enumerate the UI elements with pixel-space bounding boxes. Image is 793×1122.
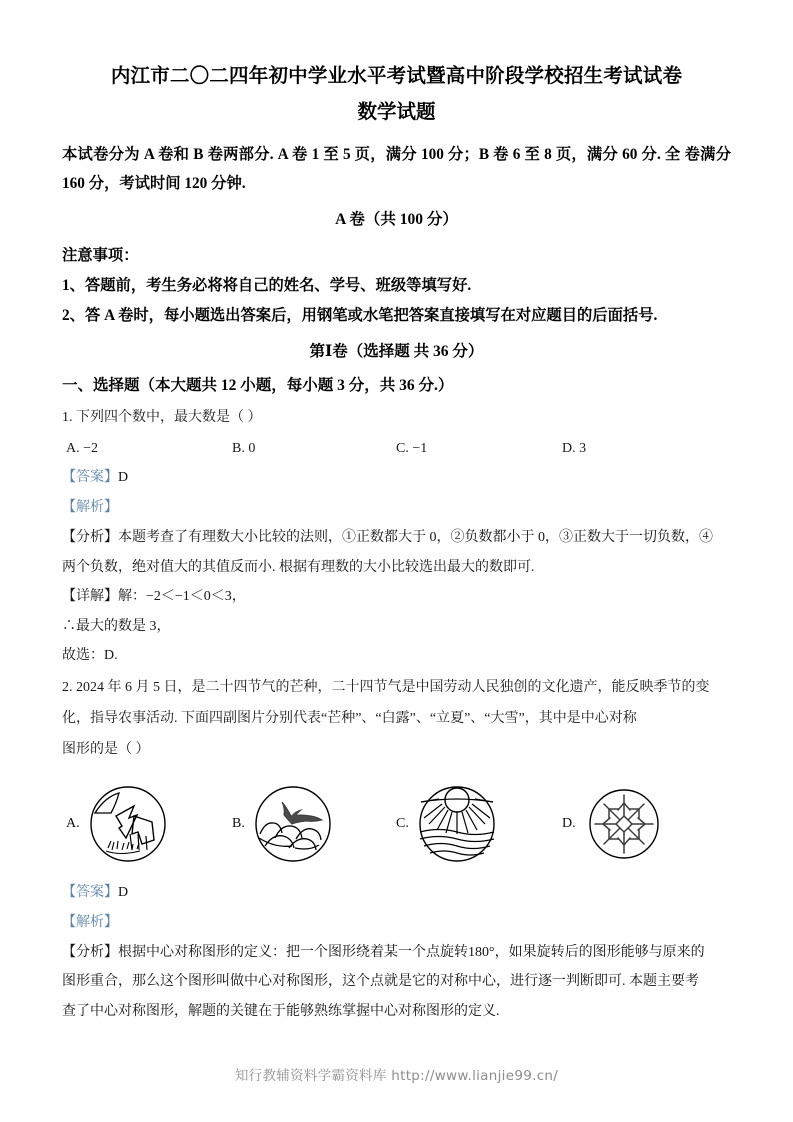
question-2-options [62,770,731,878]
answer-value: D [118,470,129,485]
question-1-explain-tag [62,493,731,523]
question-2-stem-line-1: 2. 2024 年 6 月 5 日，是二十四节气的芒种，二十四节气是中国劳动人民独创的文化遗产，能反映季节的变 [62,679,710,695]
answer-tag: 【答案】 [62,470,118,485]
daxue-snowflake-icon [582,782,666,866]
question-2-analysis-line-3: 查了中心对称图形，解题的关键在于能够熟练掌握中心对称图形的定义. [62,1003,500,1019]
option-b-label: B. [232,815,245,831]
volume-a-heading: A 卷（共 100 分） [335,211,458,228]
option-c-figure[interactable] [396,770,499,878]
footer-watermark: 知行教辅资料学霸资料库 http://www.lianjie99.cn/ [234,1068,559,1084]
question-block-2 [62,673,731,1027]
intro-paragraph [62,140,731,198]
question-1-analysis-line-1: 【分析】本题考查了有理数大小比较的法则，①正数都大于 0，②负数都小于 0，③正数大于一切负数，④ [62,530,713,545]
answer-value: D [118,884,129,900]
question-1-detail-line-2: ∴最大的数是 3， [62,618,171,634]
intro-line-2: 卷满分 160 分，考试时间 120 分钟. [62,146,731,192]
option-d[interactable] [562,434,586,463]
option-d-label: D. [562,815,576,831]
option-d-label: D. [562,441,576,456]
question-2-analysis-line-2: 图形重合，那么这个图形叫做中心对称图形，这个点就是它的对称中心，进行逐一判断即可. 本题主要考 [62,974,699,989]
option-c[interactable] [396,434,427,463]
option-d-value: 3 [579,441,587,456]
option-a-value: −2 [83,441,99,456]
option-a-label: A. [66,815,80,831]
question-2-explain-tag [62,908,731,938]
option-a-label: A. [66,441,80,456]
question-2-answer [62,878,731,908]
section-one-heading: 一、选择题（本大题共 12 小题，每小题 3 分，共 36 分.） [62,377,454,394]
question-1-analysis-line-2: 两个负数，绝对值大的其值反而小. 根据有理数的大小比较选出最大的数即可. [62,559,535,575]
question-2-stem-line-3: 图形的是（ ） [62,741,150,757]
question-1-stem: 1. 下列四个数中，最大数是（ ） [62,410,262,425]
explanation-tag: 【解析】 [62,914,118,930]
notes-label: 注意事项： [62,247,139,264]
option-a-figure[interactable] [66,770,170,878]
bailu-bird-clouds-icon [251,782,335,866]
question-1-detail-line-3: 故选：D. [62,648,118,663]
question-1-options [62,434,731,463]
option-b-figure[interactable] [232,770,335,878]
option-b[interactable] [232,434,255,463]
option-b-label: B. [232,441,245,456]
option-c-value: −1 [412,441,428,456]
explanation-tag: 【解析】 [62,500,118,515]
option-c-label: C. [396,815,409,831]
answer-tag: 【答案】 [62,884,118,900]
note-item-2: 2、答 A 卷时，每小题选出答案后，用钢笔或水笔把答案直接填写在对应题目的后面括号. [62,307,658,324]
mangzhong-harvest-icon [86,782,170,866]
option-a[interactable] [66,434,98,463]
note-item-1: 1、答题前，考生务必将将自己的姓名、学号、班级等填写好. [62,277,472,294]
intro-line-1: 本试卷分为 A 卷和 B 卷两部分. A 卷 1 至 5 页，满分 100 分；B 卷 6 至 8 页，满分 60 分. 全 [62,146,681,163]
option-c-label: C. [396,441,409,456]
page-subtitle: 数学试题 [357,102,436,123]
question-2-analysis-line-1: 【分析】根据中心对称图形的定义：把一个图形绕着某一个点旋转180°，如果旋转后的图形能够与原来的 [62,944,705,960]
option-d-figure[interactable] [562,770,666,878]
option-b-value: 0 [248,441,256,456]
question-block-1 [62,403,731,671]
question-1-answer [62,463,731,493]
part-one-heading: 第Ⅰ卷（选择题 共 36 分） [309,343,484,360]
question-1-detail-line-1: 【详解】解：−2＜−1＜0＜3， [62,589,246,604]
lixia-sun-water-icon [415,782,499,866]
question-2-stem-line-2: 化，指导农事活动. 下面四副图片分别代表“芒种”、“白露”、“立夏”、“大雪”，其中是中心对称 [62,710,637,726]
page-title: 内江市二〇二四年初中学业水平考试暨高中阶段学校招生考试试卷 [110,66,683,87]
